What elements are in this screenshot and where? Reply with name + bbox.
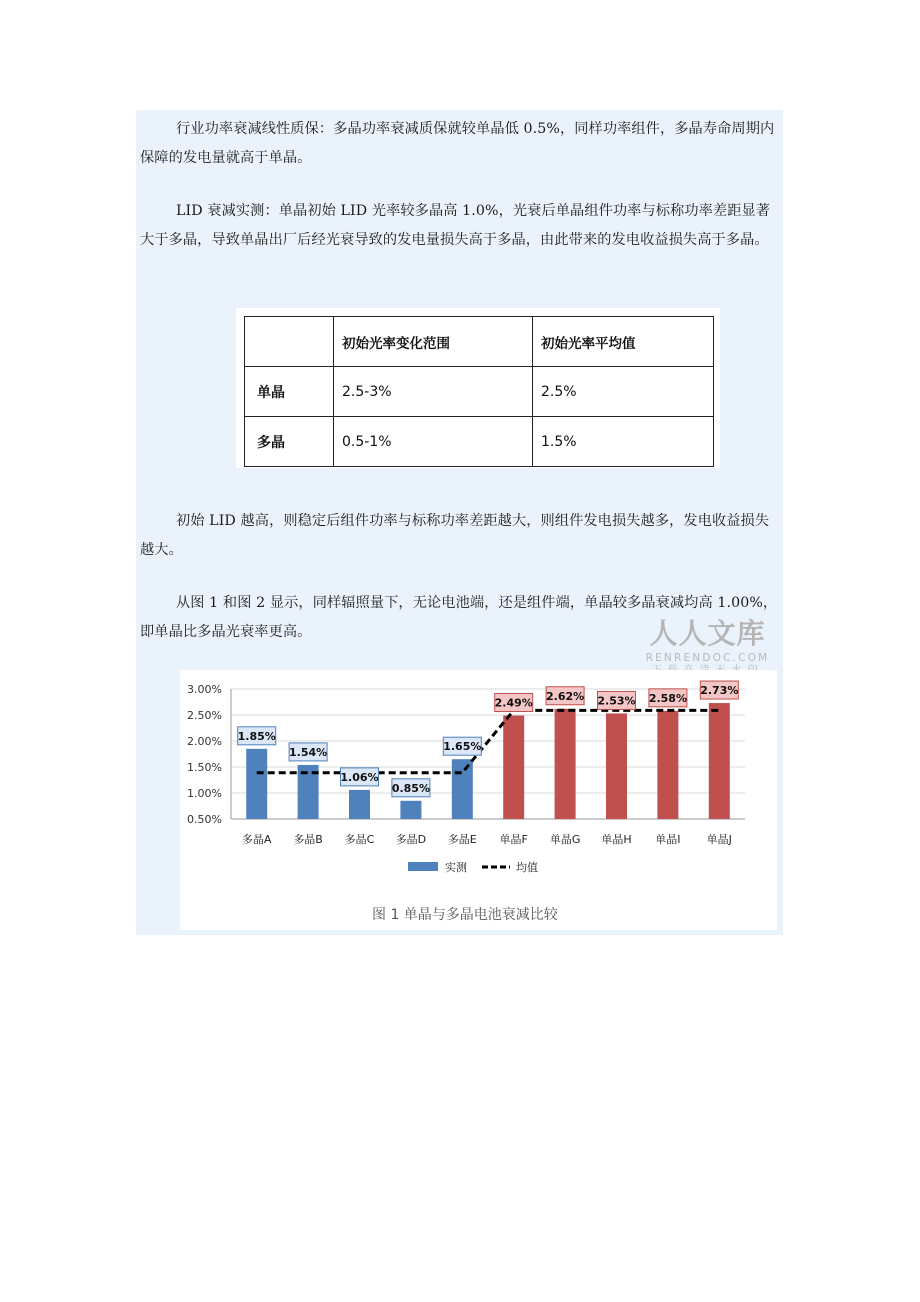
x-tick-label: 单晶F bbox=[499, 833, 528, 846]
table-cell: 2.5% bbox=[533, 367, 714, 417]
x-tick-label: 单晶I bbox=[655, 833, 681, 846]
x-tick-label: 多晶C bbox=[344, 833, 375, 846]
bar-单晶G bbox=[555, 709, 576, 819]
table-row-label: 单晶 bbox=[245, 367, 334, 417]
data-label: 1.85% bbox=[237, 729, 276, 743]
y-tick-label: 1.00% bbox=[187, 787, 222, 800]
y-tick-label: 2.50% bbox=[187, 709, 222, 722]
data-label: 2.53% bbox=[597, 694, 636, 708]
table-header-cell bbox=[245, 317, 334, 367]
paragraph-lid-impact: 初始 LID 越高，则稳定后组件功率与标称功率差距越大，则组件发电损失越多，发电收益损失越大。 bbox=[140, 513, 770, 558]
table-cell: 0.5-1% bbox=[334, 417, 533, 467]
y-tick-label: 2.00% bbox=[187, 735, 222, 748]
y-tick-label: 3.00% bbox=[187, 683, 222, 696]
table-cell: 2.5-3% bbox=[334, 367, 533, 417]
table-header-cell: 初始光率平均值 bbox=[533, 317, 714, 367]
bar-多晶D bbox=[400, 801, 421, 819]
bar-单晶F bbox=[503, 716, 524, 819]
x-tick-label: 单晶J bbox=[706, 833, 732, 846]
table-row bbox=[245, 417, 714, 467]
average-line bbox=[257, 710, 720, 772]
table-row bbox=[245, 367, 714, 417]
x-tick-label: 多晶B bbox=[293, 833, 323, 846]
table-header-row bbox=[245, 317, 714, 367]
x-tick-label: 多晶E bbox=[447, 833, 477, 846]
watermark-url: RENRENDOC.COM bbox=[645, 652, 770, 664]
bar-多晶A bbox=[246, 749, 267, 819]
table-row-label: 多晶 bbox=[245, 417, 334, 467]
data-label: 2.49% bbox=[494, 696, 533, 710]
data-label: 2.73% bbox=[700, 684, 739, 698]
data-label: 2.62% bbox=[546, 689, 585, 703]
data-label: 0.85% bbox=[391, 781, 430, 795]
y-tick-label: 1.50% bbox=[187, 761, 222, 774]
legend-label: 均值 bbox=[516, 861, 538, 874]
bar-多晶E bbox=[452, 759, 473, 819]
data-label: 1.06% bbox=[340, 770, 379, 784]
data-label: 1.54% bbox=[289, 745, 328, 759]
legend-swatch-bars bbox=[408, 862, 438, 871]
paragraph-figure-summary: 从图 1 和图 2 显示，同样辐照量下，无论电池端，还是组件端，单晶较多晶衰减均高 1.00%，即单晶比多晶光衰率更高。 bbox=[140, 595, 778, 640]
x-tick-label: 多晶A bbox=[241, 833, 272, 846]
lid-table-container bbox=[236, 308, 720, 468]
data-label: 1.65% bbox=[443, 740, 482, 754]
chart-caption: 图 1 单晶与多晶电池衰减比较 bbox=[372, 907, 558, 923]
legend-label: 实测 bbox=[445, 861, 467, 874]
lid-table bbox=[244, 316, 714, 467]
x-tick-label: 单晶H bbox=[601, 833, 632, 846]
x-tick-label: 单晶G bbox=[549, 833, 581, 846]
watermark-title: 人人文库 bbox=[649, 617, 766, 650]
bar-单晶J bbox=[709, 703, 730, 819]
bar-chart bbox=[180, 670, 777, 930]
table-cell: 1.5% bbox=[533, 417, 714, 467]
bar-单晶H bbox=[606, 713, 627, 819]
data-label: 2.58% bbox=[648, 691, 687, 705]
y-tick-label: 0.50% bbox=[187, 813, 222, 826]
paragraph-lid: LID 衰减实测：单晶初始 LID 光率较多晶高 1.0%，光衰后单晶组件功率与标称功率差距显著大于多晶，导致单晶出厂后经光衰导致的发电量损失高于多晶，由此带来的发电收益损失高于多晶。 bbox=[140, 203, 771, 248]
x-tick-label: 多晶D bbox=[395, 833, 427, 846]
bar-多晶C bbox=[349, 790, 370, 819]
bar-单晶I bbox=[657, 711, 678, 819]
paragraph-warranty: 行业功率衰减线性质保：多晶功率衰减质保就较单晶低 0.5%，同样功率组件，多晶寿命周期内保障的发电量就高于单晶。 bbox=[140, 121, 775, 166]
table-header-cell: 初始光率变化范围 bbox=[334, 317, 533, 367]
chart-figure-1 bbox=[180, 670, 777, 930]
